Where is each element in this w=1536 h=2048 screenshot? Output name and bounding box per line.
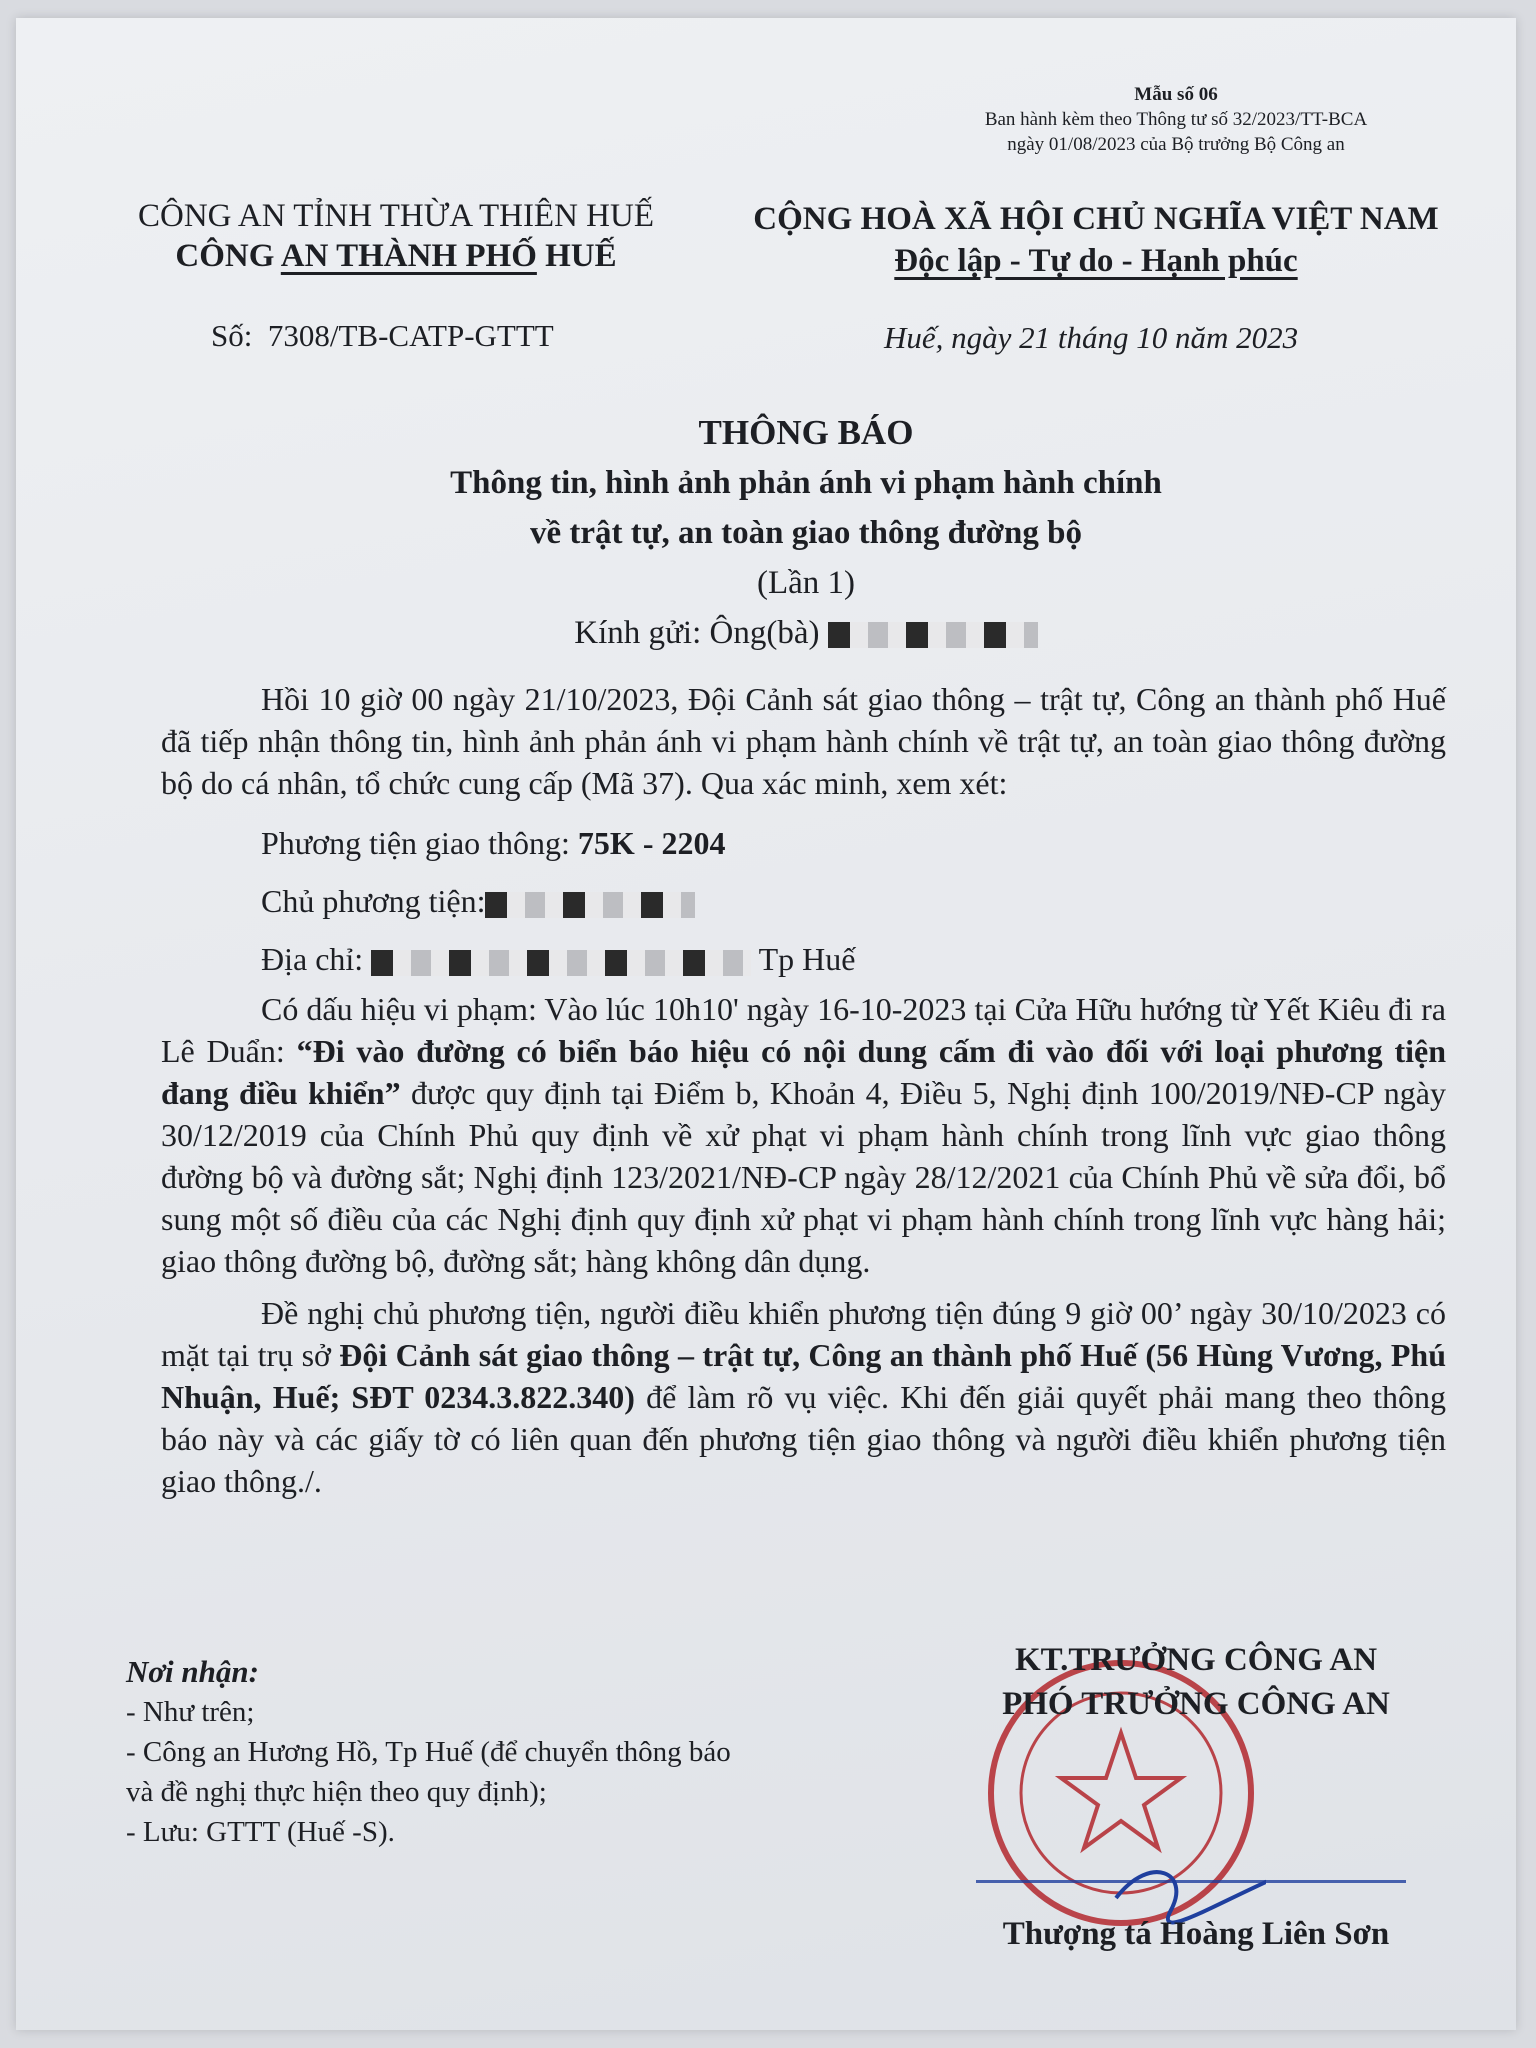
document-body — [161, 678, 1446, 1502]
title-block — [126, 408, 1486, 658]
greeting-text: Kính gửi: Ông(bà) — [574, 615, 820, 651]
request-text-b: để làm rõ vụ việc. Khi đến giải quyết phải mang theo thông báo này và các giấy tờ có liên quan đến phương tiện giao thông và người điều khiển phương tiện giao thông./. — [161, 1379, 1447, 1499]
address-field — [161, 930, 1446, 988]
redacted-owner — [485, 892, 695, 918]
address-label: Địa chỉ: — [261, 941, 364, 977]
recipient-item: - Như trên; — [126, 1696, 255, 1728]
recipient-item: - Công an Hương Hồ, Tp Huế (để chuyển thông báo — [126, 1736, 731, 1768]
owner-label: Chủ phương tiện: — [261, 883, 486, 919]
address-city: Tp Huế — [758, 941, 856, 977]
org-line2-pre: CÔNG — [175, 238, 281, 274]
document-date: Huế, ngày 21 tháng 10 năm 2023 — [884, 320, 1299, 355]
signature-line1: KT.TRƯỞNG CÔNG AN — [1014, 1642, 1378, 1678]
signature-title-block — [936, 1638, 1456, 1726]
request-location: Đội Cảnh sát giao thông – trật tự, Công an thành phố Huế (56 Hùng Vương, Phú Nhuận, Huế; SĐT 0234.3.822.340) — [161, 1337, 1447, 1415]
nation-motto: Độc lập - Tự do - Hạnh phúc — [894, 243, 1298, 279]
document-subtitle-2: về trật tự, an toàn giao thông đường bộ — [529, 515, 1082, 551]
national-header — [736, 198, 1456, 282]
signature-line — [976, 1880, 1406, 1883]
violation-description: “Đi vào đường có biển báo hiệu có nội dung cấm đi vào đối với loại phương tiện đang điều khiển” — [161, 1033, 1447, 1111]
request-text-a: Đề nghị chủ phương tiện, người điều khiển phương tiện đúng 9 giờ 00’ ngày 30/10/2023 có mặt tại trụ sở — [161, 1295, 1446, 1373]
org-line2 — [106, 236, 686, 276]
owner-field — [161, 872, 1446, 930]
document-number-label: Số: — [211, 318, 253, 353]
nation-line1: CỘNG HOÀ XÃ HỘI CHỦ NGHĨA VIỆT NAM — [753, 201, 1439, 237]
paragraph-request — [161, 1292, 1446, 1502]
violation-text-b: được quy định tại Điểm b, Khoản 4, Điều 5, Nghị định 100/2019/NĐ-CP ngày 30/12/2019 của Chính Phủ quy định về xử phạt vi phạm hành chính trong lĩnh vực giao thông đường bộ và đường sắt; Nghị định 123/2021/NĐ-CP ngày 28/12/2021 của Chính Phủ về sửa đổi, bổ sung một số điều của các Nghị định quy định xử phạt vi phạm hành chính trong lĩnh vực hàng hải; giao thông đường bộ, đường sắt; hàng không dân dụng. — [161, 1075, 1447, 1279]
document-title: THÔNG BÁO — [698, 413, 914, 452]
signature-line2: PHÓ TRƯỞNG CÔNG AN — [1002, 1686, 1390, 1722]
form-ref-line2: ngày 01/08/2023 của Bộ trưởng Bộ Công an — [1007, 134, 1345, 155]
vehicle-plate: 75K - 2204 — [577, 825, 726, 861]
org-line2-underlined: AN THÀNH PHỐ — [280, 238, 537, 274]
document-page — [16, 18, 1516, 2030]
greeting — [126, 608, 1486, 658]
document-number-value: 7308/TB-CATP-GTTT — [267, 318, 554, 353]
org-line2-post: HUẾ — [536, 238, 617, 274]
violation-text-a: Có dấu hiệu vi phạm: Vào lúc 10h10' ngày 16-10-2023 tại Cửa Hữu hướng từ Yết Kiêu đi ra Lê Duẩn: — [161, 991, 1446, 1069]
redacted-name — [828, 622, 1038, 648]
recipient-item: - Lưu: GTTT (Huế -S). — [126, 1816, 395, 1848]
vehicle-field — [161, 814, 1446, 872]
form-ref-line1: Ban hành kèm theo Thông tư số 32/2023/TT-BCA — [984, 109, 1368, 130]
redacted-address — [371, 950, 751, 976]
form-number: Mẫu số 06 — [1134, 84, 1218, 105]
paragraph-violation — [161, 988, 1446, 1282]
recipient-item: và đề nghị thực hiện theo quy định); — [126, 1776, 547, 1808]
org-line1: CÔNG AN TỈNH THỪA THIÊN HUẾ — [137, 198, 654, 234]
form-reference — [916, 82, 1436, 157]
issuing-organization — [106, 196, 686, 276]
notice-round: (Lần 1) — [756, 565, 856, 601]
document-subtitle-1: Thông tin, hình ảnh phản ánh vi phạm hành chính — [450, 465, 1162, 501]
recipients-heading: Nơi nhận: — [126, 1654, 259, 1689]
document-number — [211, 318, 554, 354]
recipients-block — [126, 1652, 886, 1852]
signer-name: Thượng tá Hoàng Liên Sơn — [1002, 1916, 1390, 1952]
vehicle-label: Phương tiện giao thông: — [261, 825, 578, 861]
paragraph-intro: Hồi 10 giờ 00 ngày 21/10/2023, Đội Cảnh sát giao thông – trật tự, Công an thành phố Huế đã tiếp nhận thông tin, hình ảnh phản ánh vi phạm hành chính về trật tự, an toàn giao thông đường bộ do cá nhân, tổ chức cung cấp (Mã 37). Qua xác minh, xem xét: — [161, 681, 1446, 801]
